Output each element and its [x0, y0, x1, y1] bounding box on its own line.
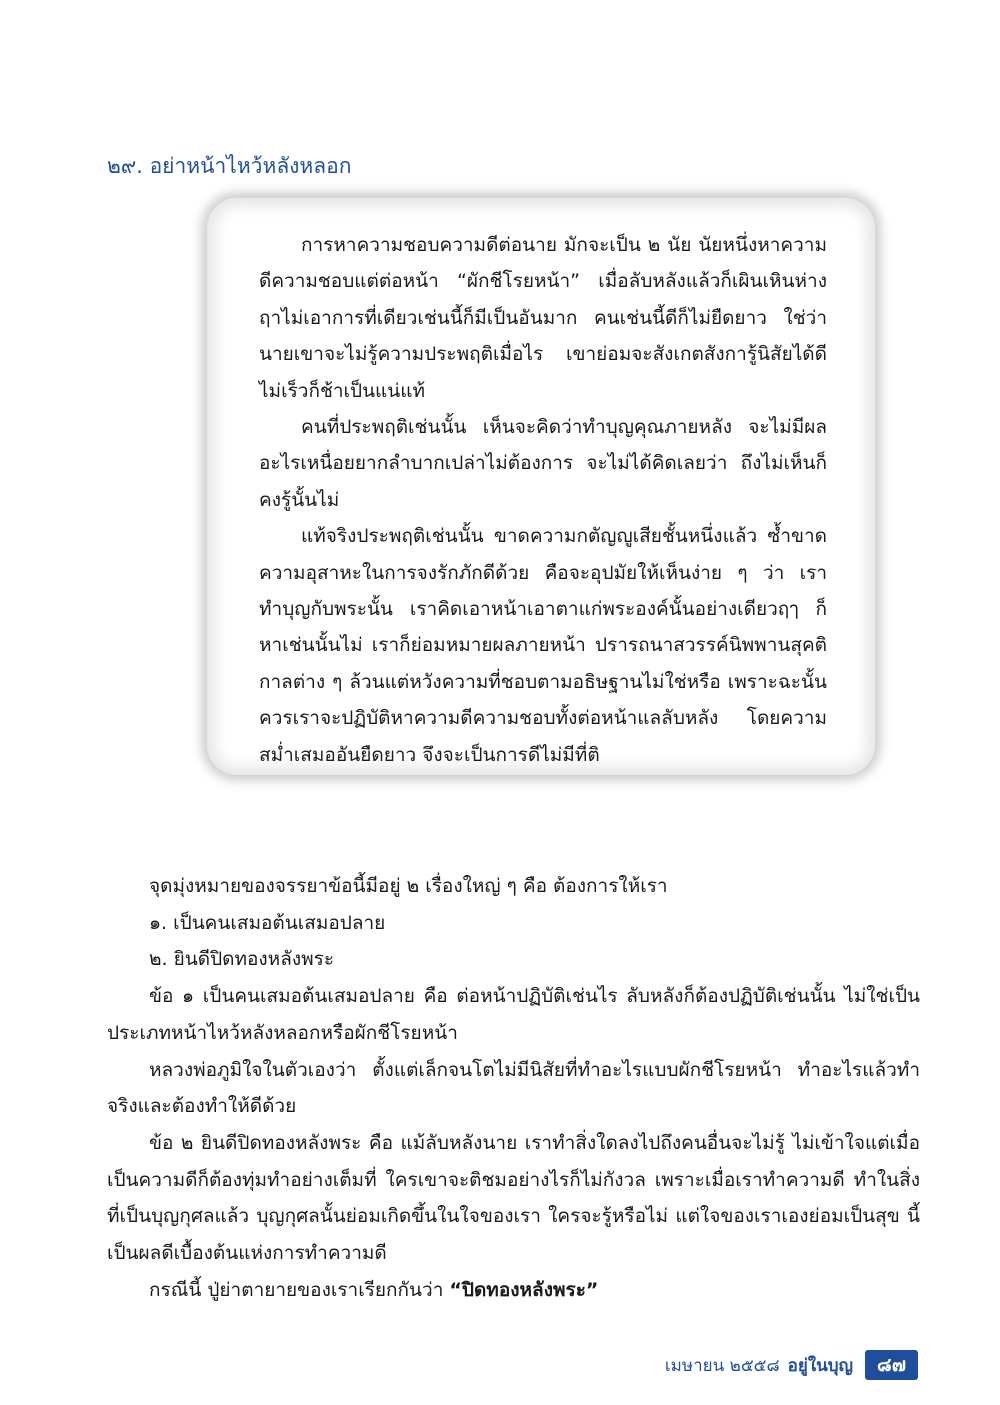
list-item: ๒. ยินดีปิดทองหลังพระ: [149, 948, 335, 971]
body-paragraph: หลวงพ่อภูมิใจในตัวเองว่า ตั้งแต่เล็กจนโตไม่มีนิสัยที่ทำอะไรแบบผักชีโรยหน้า ทำอะไรแล้วทำจริงและต้องทำให้ดีด้วย: [107, 1058, 920, 1118]
body-intro: จุดมุ่งหมายของจรรยาข้อนี้มีอยู่ ๒ เรื่องใหญ่ ๆ คือ ต้องการให้เรา: [149, 875, 668, 897]
footer-magazine-title: อยู่ในบุญ: [787, 1355, 854, 1376]
closing-quote: “ปิดทองหลังพระ”: [449, 1278, 599, 1301]
page-number: ๘๗: [865, 1350, 918, 1380]
quote-text: [259, 227, 827, 773]
body-closing-paragraph: [107, 1272, 920, 1309]
quote-paragraph: คนที่ประพฤติเช่นนั้น เห็นจะคิดว่าทำบุญคุณภายหลัง จะไม่มีผลอะไรเหนื่อยยากลำบากเปล่าไม่ต้องการ จะไม่ได้คิดเลยว่า ถึงไม่เห็นก็คงรู้นั้นไม่: [259, 416, 827, 511]
quote-paragraph: แท้จริงประพฤติเช่นนั้น ขาดความกตัญญูเสียชั้นหนึ่งแล้ว ซ้ำขาดความอุสาหะในการจงรักภักดีด้วย คือจะอุปมัยให้เห็นง่าย ๆ ว่า เราทำบุญกับพระนั้น เราคิดเอาหน้าเอาตาแก่พระองค์นั้นอย่างเดียวฤๅ ก็หาเช่นนั้นไม่ เราก็ย่อมหมายผลภายหน้า ปรารถนาสวรรค์นิพพานสุคติกาลต่าง ๆ ล้วนแต่หวังความที่ชอบตามอธิษฐานไม่ใช่หรือ เพราะฉะนั้น ควรเราจะปฏิบัติหาความดีความชอบทั้งต่อหน้าแลลับหลัง โดยความสม่ำเสมออันยืดยาว จึงจะเป็นการดีไม่มีที่ติ: [259, 525, 827, 766]
section-heading: ๒๙. อย่าหน้าไหว้หลังหลอก: [107, 154, 352, 178]
quote-paragraph: การหาความชอบความดีต่อนาย มักจะเป็น ๒ นัย นัยหนึ่งหาความดีความชอบแต่ต่อหน้า “ผักชีโรยหน้า” เมื่อลับหลังแล้วก็เผินเหินห่าง ฤาไม่เอาการที่เดียวเช่นนี้ก็มีเป็นอันมาก คนเช่นนี้ดีก็ไม่ยืดยาว ใช่ว่านายเขาจะไม่รู้ความประพฤติเมื่อไร เขาย่อมจะสังเกตสังการู้นิสัยได้ดี ไม่เร็วก็ช้าเป็นแน่แท้: [259, 234, 827, 402]
closing-text: กรณีนี้ ปู่ย่าตายายของเราเรียกกันว่า: [149, 1278, 450, 1301]
body-paragraph: ข้อ ๑ เป็นคนเสมอต้นเสมอปลาย คือ ต่อหน้าปฏิบัติเช่นไร ลับหลังก็ต้องปฏิบัติเช่นนั้น ไม่ใช่เป็นประเภทหน้าไหว้หลังหลอกหรือผักชีโรยหน้า: [107, 985, 920, 1044]
list-item: ๑. เป็นคนเสมอต้นเสมอปลาย: [149, 911, 386, 934]
body-text: [107, 868, 920, 1308]
body-paragraph: ข้อ ๒ ยินดีปิดทองหลังพระ คือ แม้ลับหลังนาย เราทำสิ่งใดลงไปถึงคนอื่นจะไม่รู้ ไม่เข้าใจแต่เมื่อเป็นความดีก็ต้องทุ่มทำอย่างเต็มที่ ใครเขาจะติชมอย่างไรก็ไม่กังวล เพราะเมื่อเราทำความดี ทำในสิ่งที่เป็นบุญกุศลแล้ว บุญกุศลนั้นย่อมเกิดขึ้นในใจของเรา ใครจะรู้หรือไม่ แต่ใจของเราเองย่อมเป็นสุข นี้เป็นผลดีเบื้องต้นแห่งการทำความดี: [107, 1131, 920, 1265]
footer-issue-date: เมษายน ๒๕๕๘: [664, 1355, 780, 1376]
page-footer: [665, 1349, 918, 1381]
